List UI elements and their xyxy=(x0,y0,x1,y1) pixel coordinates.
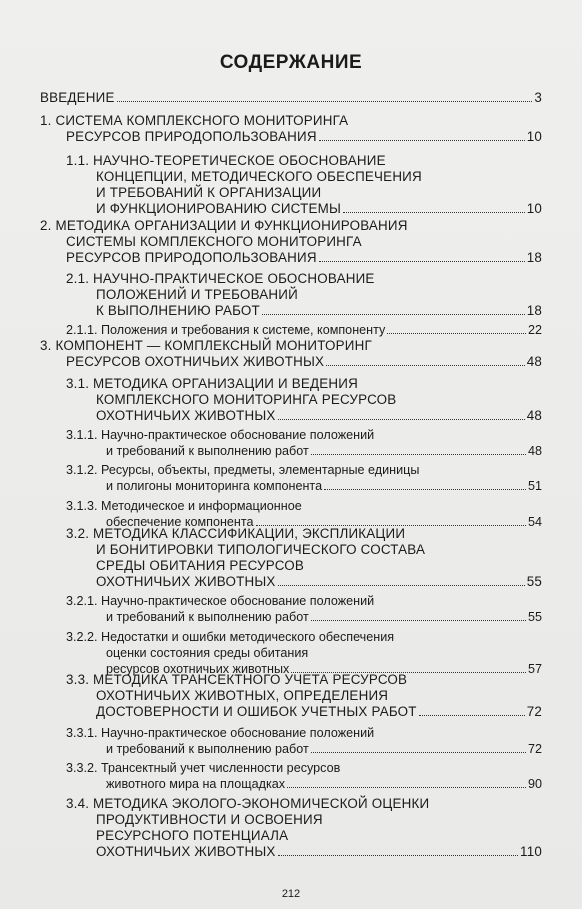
toc-entry-line: К ВЫПОЛНЕНИЮ РАБОТ xyxy=(96,303,260,318)
toc-entry-last-line xyxy=(40,90,542,106)
toc-entry-line: и требований к выполнению работ xyxy=(106,610,309,624)
toc-entry-line: РЕСУРСОВ ОХОТНИЧЬИХ ЖИВОТНЫХ xyxy=(66,354,325,369)
toc-page-number: 10 xyxy=(526,201,542,216)
dot-leader xyxy=(311,752,526,753)
toc-entry-line: 2.1.1. Положения и требования к системе, компоненту xyxy=(66,323,386,337)
toc-entry-line: И ФУНКЦИОНИРОВАНИЮ СИСТЕМЫ xyxy=(96,201,341,216)
toc-entry-line: оценки состояния среды обитания xyxy=(106,646,309,660)
toc-entry-line: СИСТЕМЫ КОМПЛЕКСНОГО МОНИТОРИНГА xyxy=(66,234,362,249)
toc-entry-last-line xyxy=(66,609,542,625)
toc-entry[interactable] xyxy=(40,338,542,370)
toc-entry[interactable] xyxy=(40,90,542,106)
toc-entry[interactable] xyxy=(40,218,542,266)
toc-entry[interactable] xyxy=(66,462,542,494)
toc-entry-last-line xyxy=(66,303,542,319)
toc-entry-line: 3.1.3. Методическое и информационное xyxy=(66,499,302,513)
toc-entry-line: ДОСТОВЕРНОСТИ И ОШИБОК УЧЕТНЫХ РАБОТ xyxy=(96,704,417,719)
toc-page-number: 54 xyxy=(527,515,542,529)
toc-entry-line: РЕСУРСОВ ПРИРОДОПОЛЬЗОВАНИЯ xyxy=(66,129,317,144)
toc-page-number: 72 xyxy=(527,742,542,756)
toc-page-number: 3 xyxy=(534,90,542,105)
toc-entry-line: РЕСУРСНОГО ПОТЕНЦИАЛА xyxy=(96,828,289,843)
toc-entry-line: И ТРЕБОВАНИЙ К ОРГАНИЗАЦИИ xyxy=(96,185,322,200)
dot-leader xyxy=(387,333,526,334)
toc-entry-line: КОНЦЕПЦИИ, МЕТОДИЧЕСКОГО ОБЕСПЕЧЕНИЯ xyxy=(96,169,422,184)
dot-leader xyxy=(343,212,525,213)
dot-leader xyxy=(311,620,526,621)
toc-entry-last-line xyxy=(66,322,542,338)
toc-entry-last-line xyxy=(66,574,542,590)
toc-entry-line: 3.4. МЕТОДИКА ЭКОЛОГО-ЭКОНОМИЧЕСКОЙ ОЦЕНКИ xyxy=(66,796,430,811)
dot-leader xyxy=(311,454,526,455)
toc-entry-line: и требований к выполнению работ xyxy=(106,444,309,458)
dot-leader xyxy=(262,314,525,315)
toc-entry-line: ОХОТНИЧЬИХ ЖИВОТНЫХ xyxy=(96,574,276,589)
toc-entry[interactable] xyxy=(66,376,542,424)
dot-leader xyxy=(419,715,525,716)
toc-entry[interactable] xyxy=(40,113,542,145)
dot-leader xyxy=(319,140,525,141)
toc-entry-line: 3.1. МЕТОДИКА ОРГАНИЗАЦИИ И ВЕДЕНИЯ xyxy=(66,376,358,391)
toc-page-number: 48 xyxy=(526,408,542,423)
toc-entry-line: РЕСУРСОВ ПРИРОДОПОЛЬЗОВАНИЯ xyxy=(66,250,317,265)
toc-entry-line: ресурсов охотничьих животных xyxy=(106,662,290,676)
toc-entry-line: 3.2.1. Научно-практическое обоснование положений xyxy=(66,594,375,608)
toc-entry[interactable] xyxy=(66,760,542,792)
toc-entry[interactable] xyxy=(66,593,542,625)
toc-entry[interactable] xyxy=(66,725,542,757)
toc-entry[interactable] xyxy=(66,526,542,590)
toc-entry[interactable] xyxy=(66,629,542,677)
toc-entry-line: 3.3.2. Трансектный учет численности ресурсов xyxy=(66,761,341,775)
toc-entry-last-line xyxy=(66,408,542,424)
toc-entry-last-line xyxy=(66,443,542,459)
dot-leader xyxy=(278,585,525,586)
toc-entry-last-line xyxy=(66,478,542,494)
toc-entry-line: и полигоны мониторинга компонента xyxy=(106,479,323,493)
toc-entry[interactable] xyxy=(66,672,542,720)
toc-page-number: 90 xyxy=(527,777,542,791)
toc-entry[interactable] xyxy=(66,153,542,217)
toc-entry-line: КОМПЛЕКСНОГО МОНИТОРИНГА РЕСУРСОВ xyxy=(96,392,397,407)
toc-entry-line: 3.1.2. Ресурсы, объекты, предметы, элементарные единицы xyxy=(66,463,420,477)
toc-entry-last-line xyxy=(66,741,542,757)
toc-entry-line: и требований к выполнению работ xyxy=(106,742,309,756)
toc-entry-line: ПОЛОЖЕНИЙ И ТРЕБОВАНИЙ xyxy=(96,287,298,302)
toc-page-number: 55 xyxy=(526,574,542,589)
toc-page-number: 22 xyxy=(527,323,542,337)
toc-page-number: 48 xyxy=(527,444,542,458)
toc-entry-last-line xyxy=(40,354,542,370)
toc-entry-last-line xyxy=(66,201,542,217)
toc-page-number: 55 xyxy=(527,610,542,624)
toc-page-number: 18 xyxy=(526,303,542,318)
toc-page-number: 18 xyxy=(526,250,542,265)
dot-leader xyxy=(319,261,525,262)
toc-entry-line: 3.2.2. Недостатки и ошибки методического обеспечения xyxy=(66,630,395,644)
toc-page-number: 10 xyxy=(526,129,542,144)
toc-entry-last-line xyxy=(40,129,542,145)
toc-entry-last-line xyxy=(40,250,542,266)
toc-entry-last-line xyxy=(66,776,542,792)
page-title: СОДЕРЖАНИЕ xyxy=(219,52,363,73)
toc-entry-line: ПРОДУКТИВНОСТИ И ОСВОЕНИЯ xyxy=(96,812,323,827)
toc-entry-line: ОХОТНИЧЬИХ ЖИВОТНЫХ, ОПРЕДЕЛЕНИЯ xyxy=(96,688,389,703)
toc-entry-line: 2.1. НАУЧНО-ПРАКТИЧЕСКОЕ ОБОСНОВАНИЕ xyxy=(66,271,375,286)
toc-entry-line: 1.1. НАУЧНО-ТЕОРЕТИЧЕСКОЕ ОБОСНОВАНИЕ xyxy=(66,153,386,168)
page-number: 212 xyxy=(281,888,301,900)
dot-leader xyxy=(278,419,525,420)
toc-entry-line: 3.2. МЕТОДИКА КЛАССИФИКАЦИИ, ЭКСПЛИКАЦИИ xyxy=(66,526,406,541)
toc-entry[interactable] xyxy=(66,271,542,319)
dot-leader xyxy=(278,855,519,856)
toc-entry[interactable] xyxy=(66,427,542,459)
toc-page-number: 110 xyxy=(520,844,542,859)
toc-entry-line: И БОНИТИРОВКИ ТИПОЛОГИЧЕСКОГО СОСТАВА xyxy=(96,542,426,557)
toc-entry-line: СРЕДЫ ОБИТАНИЯ РЕСУРСОВ xyxy=(96,558,305,573)
toc-entry-line: 3.3. МЕТОДИКА ТРАНСЕКТНОГО УЧЕТА РЕСУРСОВ xyxy=(66,672,408,687)
toc-entry-line: ОХОТНИЧЬИХ ЖИВОТНЫХ xyxy=(96,844,276,859)
toc-entry-line: ОХОТНИЧЬИХ ЖИВОТНЫХ xyxy=(96,408,276,423)
toc-entry-line: 2. МЕТОДИКА ОРГАНИЗАЦИИ И ФУНКЦИОНИРОВАНИЯ xyxy=(40,218,408,233)
toc-page-number: 57 xyxy=(527,662,542,676)
toc-entry-line: ВВЕДЕНИЕ xyxy=(40,90,115,105)
toc-entry-last-line xyxy=(66,844,542,860)
toc-entry-line: 3.3.1. Научно-практическое обоснование положений xyxy=(66,726,375,740)
toc-page-number: 51 xyxy=(527,479,542,493)
toc-entry[interactable] xyxy=(66,322,542,338)
toc-entry-line: 3. КОМПОНЕНТ — КОМПЛЕКСНЫЙ МОНИТОРИНГ xyxy=(40,338,372,353)
dot-leader xyxy=(324,489,526,490)
toc-page-number: 72 xyxy=(526,704,542,719)
toc-entry-line: обеспечение компонента xyxy=(106,515,254,529)
dot-leader xyxy=(117,101,533,102)
dot-leader xyxy=(287,787,526,788)
toc-entry-line: животного мира на площадках xyxy=(106,777,286,791)
toc-entry-line: 1. СИСТЕМА КОМПЛЕКСНОГО МОНИТОРИНГА xyxy=(40,113,349,128)
dot-leader xyxy=(326,365,525,366)
toc-entry[interactable] xyxy=(66,796,542,860)
toc-page-number: 48 xyxy=(526,354,542,369)
toc-entry-last-line xyxy=(66,704,542,720)
toc-entry-line: 3.1.1. Научно-практическое обоснование положений xyxy=(66,428,375,442)
